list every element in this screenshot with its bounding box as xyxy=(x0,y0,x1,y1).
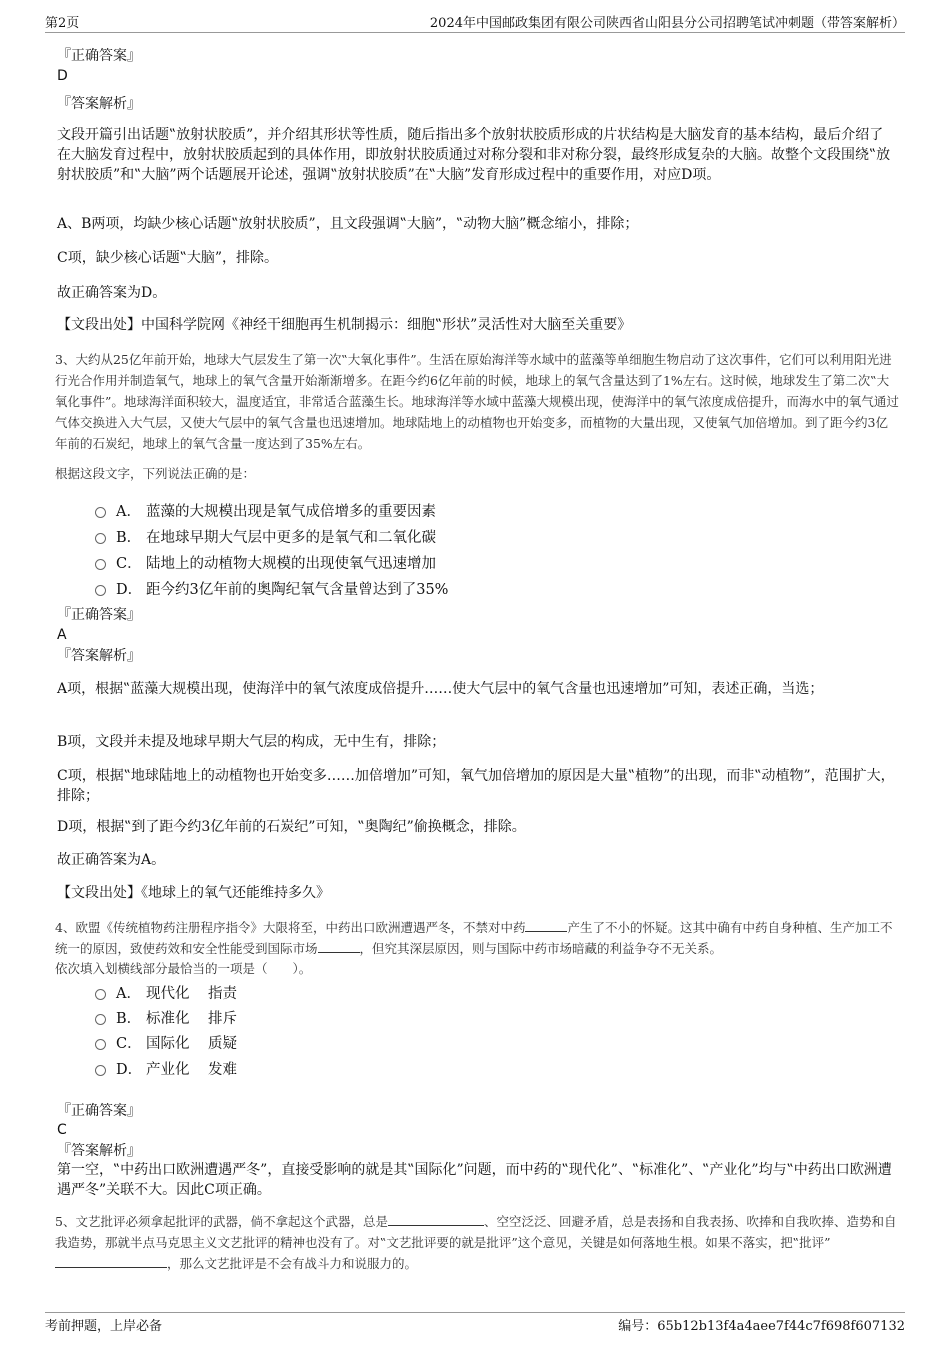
option-text: 蓝藻的大规模出现是氧气成倍增多的重要因素 xyxy=(146,504,436,520)
option-text: 陆地上的动植物大规模的出现使氧气迅速增加 xyxy=(146,556,436,572)
q3-analysis-paragraph-2: B项，文段并未提及地球早期大气层的构成，无中生有，排除； xyxy=(57,734,446,750)
q3-option-d[interactable] xyxy=(95,578,448,599)
q2-analysis-paragraph-4: 故正确答案为D。 xyxy=(57,285,167,301)
fill-blank-2 xyxy=(55,1253,167,1268)
option-word-1: 国际化 xyxy=(146,1036,190,1052)
option-text: 距今约3亿年前的奥陶纪氧气含量曾达到了35% xyxy=(146,582,449,598)
q4-answer: C xyxy=(57,1122,67,1138)
q4-option-b[interactable] xyxy=(95,1007,237,1028)
option-text: 在地球早期大气层中更多的是氧气和二氧化碳 xyxy=(146,530,436,546)
q2-answer-label: 『正确答案』 xyxy=(57,48,141,64)
option-key: B． xyxy=(116,1011,142,1027)
option-key: A． xyxy=(116,986,141,1002)
fill-blank-1 xyxy=(388,1211,484,1226)
q2-source: 【文段出处】中国科学院网《神经干细胞再生机制揭示：细胞‟形状”灵活性对大脑至关重要》 xyxy=(57,317,632,333)
q3-answer-label: 『正确答案』 xyxy=(57,607,141,623)
radio-circle-icon[interactable] xyxy=(95,1065,106,1076)
q3-analysis-label: 『答案解析』 xyxy=(57,648,141,664)
q3-analysis-paragraph-5: 故正确答案为A。 xyxy=(57,852,166,868)
q4-analysis-label: 『答案解析』 xyxy=(57,1143,141,1159)
q2-analysis-label: 『答案解析』 xyxy=(57,96,141,112)
page-footer xyxy=(45,1312,905,1334)
q3-analysis-paragraph-1: A项，根据‟蓝藻大规模出现，使海洋中的氧气浓度成倍提升……使大气层中的氧气含量也迅速增加”可知，表述正确，当选； xyxy=(57,681,824,697)
option-word-1: 现代化 xyxy=(146,986,190,1002)
option-word-2: 排斥 xyxy=(208,1011,237,1027)
q2-analysis-paragraph-2: A、B两项，均缺少核心话题‟放射状胶质”，且文段强调‟大脑”，‟动物大脑”概念缩小，排除； xyxy=(57,216,639,232)
document-title: 2024年中国邮政集团有限公司陕西省山阳县分公司招聘笔试冲刺题（带答案解析） xyxy=(429,16,905,31)
fill-blank-2 xyxy=(318,938,360,953)
q4-option-a[interactable] xyxy=(95,982,237,1003)
q3-answer: A xyxy=(57,627,67,643)
option-word-2: 指责 xyxy=(208,986,237,1002)
radio-circle-icon[interactable] xyxy=(95,989,106,1000)
q3-option-b[interactable] xyxy=(95,526,436,547)
q3-option-a[interactable] xyxy=(95,500,436,521)
q4-option-c[interactable] xyxy=(95,1032,237,1053)
option-word-2: 质疑 xyxy=(208,1036,237,1052)
q4-stem: 4、欧盟《传统植物药注册程序指令》大限将至，中药出口欧洲遭遇严冬，不禁对中药 产生了不小的怀疑。这其中确有中药自身种植、生产加工不统一的原因，致使药效和安全性能受到国际市场 ，但究其深层原因，则与国际中药市场暗藏的利益争夺不无关系。 xyxy=(55,917,900,959)
q4-analysis-paragraph-1: 第一空，‟中药出口欧洲遭遇严冬”，直接受影响的就是其‟国际化”问题，而中药的‟现代化”、‟标准化”、‟产业化”均与‟中药出口欧洲遭遇严冬”关联不大。因此C项正确。 xyxy=(57,1162,892,1198)
option-word-1: 标准化 xyxy=(146,1011,190,1027)
option-key: A． xyxy=(116,504,141,520)
option-key: D． xyxy=(116,1062,143,1078)
q4-prompt: 依次填入划横线部分最恰当的一项是（ ）。 xyxy=(55,961,312,976)
option-key: C． xyxy=(116,556,142,572)
option-word-1: 产业化 xyxy=(146,1062,190,1078)
q3-prompt: 根据这段文字，下列说法正确的是： xyxy=(55,466,256,481)
q3-analysis-paragraph-3: C项，根据‟地球陆地上的动植物也开始变多……加倍增加”可知，氧气加倍增加的原因是大量‟植物”的出现，而非‟动植物”，范围扩大，排除； xyxy=(57,768,895,804)
q2-analysis-paragraph-1: 文段开篇引出话题‟放射状胶质”，并介绍其形状等性质，随后指出多个放射状胶质形成的片状结构是大脑发育的基本结构，最后介绍了在大脑发育过程中，放射状胶质起到的具体作用，即放射状胶质通过对称分裂和非对称分裂，最终形成复杂的大脑。故整个文段围绕‟放射状胶质”和‟大脑”两个话题展开论述，强调‟放射状胶质”在‟大脑”发育形成过程中的重要作用，对应D项。 xyxy=(57,127,891,183)
q5-stem: 5、文艺批评必须拿起批评的武器，倘不拿起这个武器，总是 、空空泛泛、回避矛盾，总是表扬和自我表扬、吹捧和自我吹捧、造势和自我造势，那就半点马克思主义文艺批评的精神也没有了。对‟文艺批评要的就是批评”这个意见，关键是如何落地生根。如果不落实，把‟批评”，那么文艺批评是不会有战斗力和说服力的。 xyxy=(55,1211,900,1274)
q2-answer: D xyxy=(57,68,68,84)
radio-circle-icon[interactable] xyxy=(95,559,106,570)
q2-analysis-paragraph-3: C项，缺少核心话题‟大脑”，排除。 xyxy=(57,250,279,266)
q3-analysis-paragraph-4: D项，根据‟到了距今约3亿年前的石炭纪”可知，‟奥陶纪”偷换概念，排除。 xyxy=(57,819,526,835)
radio-circle-icon[interactable] xyxy=(95,585,106,596)
radio-circle-icon[interactable] xyxy=(95,533,106,544)
radio-circle-icon[interactable] xyxy=(95,507,106,518)
option-key: C． xyxy=(116,1036,142,1052)
q4-answer-label: 『正确答案』 xyxy=(57,1103,141,1119)
option-word-2: 发难 xyxy=(208,1062,237,1078)
option-key: B． xyxy=(116,530,142,546)
radio-circle-icon[interactable] xyxy=(95,1039,106,1050)
page-header xyxy=(45,12,905,33)
q3-option-c[interactable] xyxy=(95,552,436,573)
option-key: D． xyxy=(116,582,143,598)
q3-source: 【文段出处】《地球上的氧气还能维持多久》 xyxy=(57,885,330,901)
document-id: 编号：65b12b13f4a4aee7f44c7f698f607132 xyxy=(618,1319,905,1334)
page-number: 第2页 xyxy=(45,16,80,31)
footer-slogan: 考前押题，上岸必备 xyxy=(45,1319,163,1334)
radio-circle-icon[interactable] xyxy=(95,1014,106,1025)
q3-stem: 3、大约从25亿年前开始，地球大气层发生了第一次‟大氧化事件”。生活在原始海洋等水域中的蓝藻等单细胞生物启动了这次事件，它们可以利用阳光进行光合作用并制造氧气，地球上的氧气含量开始渐渐增多。在距今约6亿年前的时候，地球上的氧气含量达到了1%左右。这时候，地球发生了第二次‟大氧化事件”。地球海洋面积较大，温度适宜，非常适合蓝藻生长。地球海洋等水域中蓝藻大规模出现，使海洋中的氧气浓度成倍提升，而海水中的氧气通过气体交换进入大气层，又使大气层中的氧气含量也迅速增加。地球陆地上的动植物也开始变多，而植物的大量出现，又使氧气加倍增加。到了距今约3亿年前的石炭纪，地球上的氧气含量一度达到了35%左右。 xyxy=(55,352,899,451)
q4-option-d[interactable] xyxy=(95,1058,237,1079)
fill-blank-1 xyxy=(525,917,567,932)
